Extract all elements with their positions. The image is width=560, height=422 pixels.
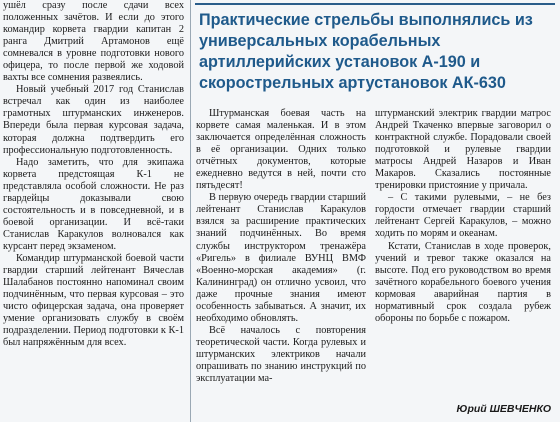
paragraph: Штурманская боевая часть на корвете самая маленькая. И в этом заключается определённая сложность в её организации. Одних только отчётных документов, которые ежедневно ведутся в ней, почти сто пятьдесят! [196,108,366,192]
paragraph: Командир штурманской боевой части гвардии старший лейтенант Вячеслав Шалабанов постоянно напоминал своим подчинённым, что первая курсовая – это чисто офицерская задача, она проверяет умение организовать службу в своём подразделении. Период подготовки к К-1 был напряжённым для всех. [3,252,184,349]
paragraph: Новый учебный 2017 год Станислав встречал как один из наиболее грамотных штурманских инженеров. Впереди была первая курсовая задача, которая должна подтвердить его профессиональную подготовленность. [3,84,184,156]
column-divider [190,0,191,422]
article-column-middle [196,108,366,385]
paragraph: В первую очередь гвардии старший лейтенант Станислав Каракулов взялся за расширение практических знаний подчинённых. Во время службы инструктором тренажёра «Ригель» в филиале ВУНЦ ВМФ «Военно-морская академия» (г. Калининград) он отлично усвоил, что даже прочные знания имеют особенность забываться. А значит, их необходимо обновлять. [196,192,366,324]
article-column-right [375,108,551,325]
paragraph: ушёл сразу после сдачи всех положенных зачётов. И если до этого командир корвета гвардии капитан 2 ранга Дмитрий Артамонов ещё сомневался в уровне подготовки нового офицера, то после первой же ходовой вахты все сомнения развеялись. [3,0,184,84]
author-byline: Юрий ШЕВЧЕНКО [456,403,551,415]
article-column-left [3,0,184,349]
article-headline: Практические стрельбы выполнялись из универсальных корабельных артиллерийских установок А-190 и скорострельных артустановок АК-630 [199,11,533,92]
paragraph: Всё началось с повторения теоретической части. Когда рулевых и штурманских электриков начали опрашивать по знанию инструкций по эксплуатации ма- [196,324,366,385]
paragraph: Надо заметить, что для экипажа корвета предстоящая К-1 не представляла особой сложности. Не раз гвардейцы доказывали свою состоятельность и в повседневной, и в боевой организации. И всё-таки Станислав Каракулов волновался как курсант перед экзаменом. [3,156,184,252]
paragraph: штурманский электрик гвардии матрос Андрей Ткаченко впервые заговорил о контрактной службе. Порадовали своей подготовкой и рулевые гвардии матросы Андрей Назаров и Иван Макаров. Сказались постоянные тренировки пристояние у причала. [375,108,551,192]
headline-rule [195,3,555,5]
paragraph: – С такими рулевыми, – не без гордости отмечает гвардии старший лейтенант Сергей Каракулов, – можно ходить по морям и океанам. [375,192,551,240]
paragraph: Кстати, Станислав в ходе проверок, учений и тревог также оказался на высоте. Под его руководством во время зачётного корабельного боевого учения кормовая аварийная партия в нормативный срок создала рубеж обороны по борьбе с пожаром. [375,240,551,324]
headline-block [195,0,555,104]
